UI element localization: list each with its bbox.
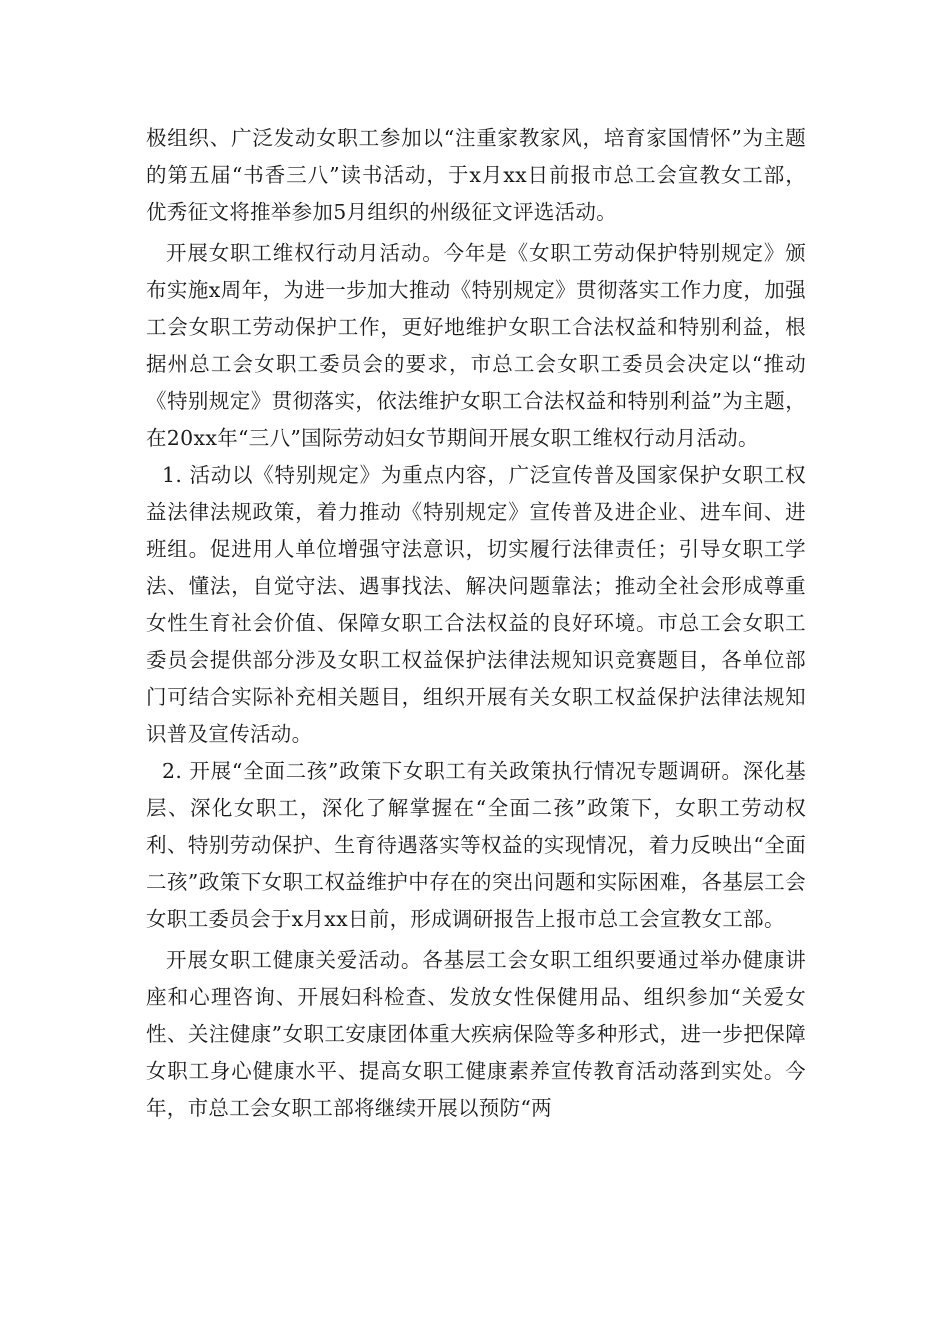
paragraph-rights-month: 开展女职工维权行动月活动。今年是《女职工劳动保护特别规定》颁布实施x周年，为进一步加大推动《特别规定》贯彻落实工作力度，加强工会女职工劳动保护工作，更好地维护女职工合法权益和特别利益，根据州总工会女职工委员会的要求，市总工会女职工委员会决定以“推动《特别规定》贯彻落实，依法维护女职工合法权益和特别利益”为主题，在20xx年“三八”国际劳动妇女节期间开展女职工维权行动月活动。 [146,241,806,450]
paragraph-continuation: 极组织、广泛发动女职工参加以“注重家教家风，培育家国情怀”为主题的第五届“书香三八”读书活动，于x月xx日前报市总工会宣教女工部，优秀征文将推举参加5月组织的州级征文评选活动。 [146,126,806,224]
paragraph-item-1: 1. 活动以《特别规定》为重点内容，广泛宣传普及国家保护女职工权益法律法规政策，着力推动《特别规定》宣传普及进企业、进车间、进班组。促进用人单位增强守法意识，切实履行法律责任；引导女职工学法、懂法，自觉守法、遇事找法、解决问题靠法；推动全社会形成尊重女性生育社会价值、保障女职工合法权益的良好环境。市总工会女职工委员会提供部分涉及女职工权益保护法律法规知识竞赛题目，各单位部门可结合实际补充相关题目，组织开展有关女职工权益保护法律法规知识普及宣传活动。 [146,463,806,746]
document-body [146,120,806,1127]
paragraph-item-2: 2. 开展“全面二孩”政策下女职工有关政策执行情况专题调研。深化基层、深化女职工，深化了解掌握在“全面二孩”政策下，女职工劳动权利、特别劳动保护、生育待遇落实等权益的实现情况，着力反映出“全面二孩”政策下女职工权益维护中存在的突出问题和实际困难，各基层工会女职工委员会于x月xx日前，形成调研报告上报市总工会宣教女工部。 [146,759,806,931]
paragraph-health-care: 开展女职工健康关爱活动。各基层工会女职工组织要通过举办健康讲座和心理咨询、开展妇科检查、发放女性保健用品、组织参加“关爱女性、关注健康”女职工安康团体重大疾病保险等多种形式，进一步把保障女职工身心健康水平、提高女职工健康素养宣传教育活动落到实处。今年，市总工会女职工部将继续开展以预防“两 [146,948,806,1120]
